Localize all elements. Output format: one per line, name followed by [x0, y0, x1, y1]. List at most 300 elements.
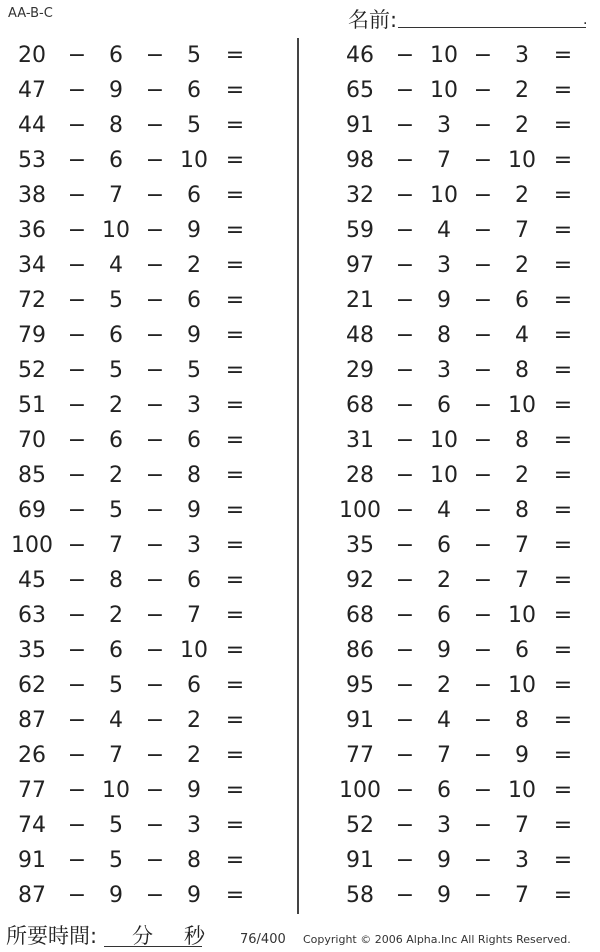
minus-sign: − [67, 848, 87, 873]
first-number: 28 [346, 463, 374, 488]
equals-sign: = [225, 848, 245, 873]
third-number: 6 [515, 638, 529, 663]
third-number: 8 [515, 708, 529, 733]
third-number: 2 [515, 113, 529, 138]
third-number: 3 [187, 813, 201, 838]
worksheet-code: AA-B-C [8, 6, 53, 21]
minus-sign: − [145, 358, 165, 383]
minus-sign: − [67, 883, 87, 908]
minus-sign: − [145, 568, 165, 593]
name-end-dot: . [583, 12, 588, 28]
second-number: 6 [109, 43, 123, 68]
second-number: 6 [437, 393, 451, 418]
third-number: 5 [187, 358, 201, 383]
problem-row [328, 493, 598, 528]
minus-sign: − [395, 743, 415, 768]
problem-row [328, 178, 598, 213]
first-number: 86 [346, 638, 374, 663]
first-number: 63 [18, 603, 46, 628]
third-number: 2 [515, 78, 529, 103]
third-number: 7 [515, 218, 529, 243]
third-number: 10 [508, 148, 536, 173]
equals-sign: = [225, 323, 245, 348]
problem-row [0, 598, 270, 633]
problem-row [0, 38, 270, 73]
copyright-notice: Copyright © 2006 Alpha.Inc All Rights Reserved. [303, 933, 571, 946]
problem-row [328, 458, 598, 493]
seconds-unit: 秒 [184, 924, 205, 948]
minus-sign: − [473, 708, 493, 733]
minus-sign: − [395, 848, 415, 873]
minus-sign: − [145, 288, 165, 313]
problem-row [328, 668, 598, 703]
problem-row [328, 738, 598, 773]
second-number: 2 [109, 603, 123, 628]
problem-row [328, 73, 598, 108]
minus-sign: − [145, 463, 165, 488]
minus-sign: − [395, 778, 415, 803]
equals-sign: = [553, 568, 573, 593]
problem-row [328, 633, 598, 668]
problem-row [0, 213, 270, 248]
first-number: 47 [18, 78, 46, 103]
minus-sign: − [67, 113, 87, 138]
third-number: 2 [515, 253, 529, 278]
minus-sign: − [67, 673, 87, 698]
second-number: 2 [109, 393, 123, 418]
minus-sign: − [395, 393, 415, 418]
first-number: 32 [346, 183, 374, 208]
minus-sign: − [473, 463, 493, 488]
equals-sign: = [225, 498, 245, 523]
equals-sign: = [225, 603, 245, 628]
third-number: 6 [515, 288, 529, 313]
third-number: 5 [187, 43, 201, 68]
first-number: 44 [18, 113, 46, 138]
problem-row [0, 668, 270, 703]
second-number: 10 [102, 778, 130, 803]
equals-sign: = [553, 183, 573, 208]
second-number: 4 [437, 218, 451, 243]
second-number: 9 [437, 288, 451, 313]
first-number: 45 [18, 568, 46, 593]
minus-sign: − [145, 498, 165, 523]
problem-row [0, 633, 270, 668]
first-number: 26 [18, 743, 46, 768]
first-number: 29 [346, 358, 374, 383]
problem-row [0, 283, 270, 318]
minus-sign: − [67, 708, 87, 733]
second-number: 3 [437, 358, 451, 383]
first-number: 53 [18, 148, 46, 173]
third-number: 10 [508, 603, 536, 628]
right-column [328, 38, 598, 913]
problem-row [328, 108, 598, 143]
equals-sign: = [553, 638, 573, 663]
minus-sign: − [67, 778, 87, 803]
third-number: 5 [187, 113, 201, 138]
equals-sign: = [225, 673, 245, 698]
second-number: 8 [437, 323, 451, 348]
second-number: 9 [437, 848, 451, 873]
problem-row [328, 773, 598, 808]
name-blank[interactable] [398, 27, 586, 28]
first-number: 100 [11, 533, 53, 558]
minus-sign: − [395, 673, 415, 698]
name-label: 名前: [348, 8, 398, 32]
column-divider [297, 38, 299, 914]
third-number: 2 [515, 183, 529, 208]
equals-sign: = [225, 778, 245, 803]
problem-row [328, 388, 598, 423]
page-number: 76/400 [240, 932, 286, 947]
equals-sign: = [553, 358, 573, 383]
minus-sign: − [473, 323, 493, 348]
problem-row [328, 528, 598, 563]
second-number: 4 [109, 708, 123, 733]
minus-sign: − [395, 883, 415, 908]
minus-sign: − [145, 78, 165, 103]
minus-sign: − [473, 848, 493, 873]
equals-sign: = [225, 883, 245, 908]
minus-sign: − [395, 638, 415, 663]
minus-sign: − [145, 43, 165, 68]
first-number: 31 [346, 428, 374, 453]
equals-sign: = [225, 218, 245, 243]
problem-row [0, 143, 270, 178]
first-number: 46 [346, 43, 374, 68]
third-number: 6 [187, 428, 201, 453]
third-number: 4 [515, 323, 529, 348]
first-number: 21 [346, 288, 374, 313]
third-number: 10 [508, 673, 536, 698]
minus-sign: − [395, 428, 415, 453]
minus-sign: − [473, 43, 493, 68]
minus-sign: − [395, 533, 415, 558]
first-number: 59 [346, 218, 374, 243]
third-number: 9 [187, 498, 201, 523]
second-number: 9 [437, 883, 451, 908]
third-number: 3 [187, 533, 201, 558]
equals-sign: = [225, 78, 245, 103]
second-number: 9 [437, 638, 451, 663]
second-number: 2 [437, 568, 451, 593]
third-number: 9 [187, 778, 201, 803]
equals-sign: = [225, 428, 245, 453]
minus-sign: − [67, 498, 87, 523]
minus-sign: − [395, 813, 415, 838]
second-number: 5 [109, 848, 123, 873]
third-number: 2 [187, 253, 201, 278]
minus-sign: − [473, 393, 493, 418]
third-number: 6 [187, 183, 201, 208]
problem-row [328, 143, 598, 178]
equals-sign: = [553, 463, 573, 488]
minus-sign: − [145, 323, 165, 348]
equals-sign: = [553, 533, 573, 558]
equals-sign: = [553, 708, 573, 733]
first-number: 34 [18, 253, 46, 278]
equals-sign: = [553, 43, 573, 68]
second-number: 10 [430, 463, 458, 488]
minus-sign: − [145, 603, 165, 628]
minus-sign: − [473, 428, 493, 453]
minus-sign: − [67, 393, 87, 418]
equals-sign: = [225, 463, 245, 488]
first-number: 68 [346, 393, 374, 418]
minus-sign: − [395, 78, 415, 103]
second-number: 8 [109, 568, 123, 593]
second-number: 3 [437, 813, 451, 838]
minus-sign: − [145, 428, 165, 453]
third-number: 3 [515, 43, 529, 68]
second-number: 3 [437, 253, 451, 278]
minus-sign: − [395, 603, 415, 628]
problem-row [328, 213, 598, 248]
problem-row [0, 388, 270, 423]
first-number: 58 [346, 883, 374, 908]
first-number: 91 [18, 848, 46, 873]
third-number: 3 [515, 848, 529, 873]
minus-sign: − [473, 78, 493, 103]
minus-sign: − [473, 813, 493, 838]
minus-sign: − [67, 813, 87, 838]
problem-row [0, 458, 270, 493]
minus-sign: − [67, 463, 87, 488]
third-number: 9 [515, 743, 529, 768]
minutes-unit: 分 [132, 924, 153, 948]
second-number: 6 [109, 323, 123, 348]
first-number: 87 [18, 883, 46, 908]
second-number: 5 [109, 358, 123, 383]
first-number: 97 [346, 253, 374, 278]
third-number: 10 [180, 148, 208, 173]
second-number: 10 [102, 218, 130, 243]
minus-sign: − [145, 673, 165, 698]
problem-row [328, 703, 598, 738]
minus-sign: − [67, 638, 87, 663]
third-number: 8 [187, 848, 201, 873]
third-number: 8 [515, 358, 529, 383]
problem-row [328, 878, 598, 913]
minus-sign: − [145, 183, 165, 208]
second-number: 5 [109, 813, 123, 838]
third-number: 10 [508, 778, 536, 803]
minus-sign: − [473, 183, 493, 208]
equals-sign: = [553, 113, 573, 138]
minus-sign: − [145, 883, 165, 908]
equals-sign: = [225, 813, 245, 838]
second-number: 6 [109, 148, 123, 173]
problem-row [0, 843, 270, 878]
minus-sign: − [67, 603, 87, 628]
second-number: 2 [437, 673, 451, 698]
minus-sign: − [145, 113, 165, 138]
third-number: 7 [515, 533, 529, 558]
problem-row [328, 38, 598, 73]
first-number: 48 [346, 323, 374, 348]
first-number: 77 [18, 778, 46, 803]
equals-sign: = [225, 708, 245, 733]
equals-sign: = [225, 113, 245, 138]
minus-sign: − [145, 708, 165, 733]
first-number: 52 [346, 813, 374, 838]
equals-sign: = [553, 288, 573, 313]
equals-sign: = [553, 848, 573, 873]
equals-sign: = [553, 393, 573, 418]
problem-row [328, 318, 598, 353]
second-number: 10 [430, 183, 458, 208]
first-number: 36 [18, 218, 46, 243]
minus-sign: − [67, 43, 87, 68]
minus-sign: − [145, 743, 165, 768]
second-number: 9 [109, 78, 123, 103]
equals-sign: = [553, 148, 573, 173]
third-number: 3 [187, 393, 201, 418]
minus-sign: − [473, 603, 493, 628]
second-number: 6 [437, 603, 451, 628]
problem-row [0, 108, 270, 143]
equals-sign: = [225, 148, 245, 173]
equals-sign: = [553, 813, 573, 838]
problem-row [0, 423, 270, 458]
problem-row [0, 318, 270, 353]
second-number: 5 [109, 288, 123, 313]
minus-sign: − [67, 183, 87, 208]
minus-sign: − [395, 358, 415, 383]
minus-sign: − [395, 323, 415, 348]
minus-sign: − [67, 533, 87, 558]
equals-sign: = [225, 288, 245, 313]
second-number: 4 [109, 253, 123, 278]
second-number: 5 [109, 498, 123, 523]
first-number: 91 [346, 848, 374, 873]
problem-row [0, 808, 270, 843]
first-number: 100 [339, 778, 381, 803]
third-number: 9 [187, 883, 201, 908]
minus-sign: − [145, 533, 165, 558]
minus-sign: − [473, 288, 493, 313]
problem-row [328, 598, 598, 633]
minus-sign: − [473, 253, 493, 278]
third-number: 2 [187, 708, 201, 733]
minus-sign: − [145, 253, 165, 278]
third-number: 9 [187, 218, 201, 243]
third-number: 8 [187, 463, 201, 488]
first-number: 87 [18, 708, 46, 733]
second-number: 7 [437, 148, 451, 173]
minus-sign: − [67, 288, 87, 313]
equals-sign: = [553, 498, 573, 523]
second-number: 6 [437, 778, 451, 803]
second-number: 8 [109, 113, 123, 138]
minus-sign: − [145, 778, 165, 803]
problem-row [0, 738, 270, 773]
first-number: 92 [346, 568, 374, 593]
third-number: 10 [508, 393, 536, 418]
second-number: 6 [437, 533, 451, 558]
minus-sign: − [395, 568, 415, 593]
third-number: 9 [187, 323, 201, 348]
problem-row [328, 808, 598, 843]
first-number: 35 [18, 638, 46, 663]
third-number: 6 [187, 78, 201, 103]
third-number: 2 [515, 463, 529, 488]
problem-row [328, 248, 598, 283]
first-number: 72 [18, 288, 46, 313]
equals-sign: = [553, 78, 573, 103]
minus-sign: − [395, 463, 415, 488]
left-column [0, 38, 270, 913]
second-number: 7 [437, 743, 451, 768]
first-number: 98 [346, 148, 374, 173]
minus-sign: − [395, 183, 415, 208]
minus-sign: − [67, 323, 87, 348]
third-number: 8 [515, 428, 529, 453]
third-number: 8 [515, 498, 529, 523]
first-number: 52 [18, 358, 46, 383]
minus-sign: − [395, 498, 415, 523]
third-number: 6 [187, 673, 201, 698]
problem-row [0, 353, 270, 388]
problem-row [328, 563, 598, 598]
first-number: 91 [346, 708, 374, 733]
minus-sign: − [145, 393, 165, 418]
third-number: 6 [187, 568, 201, 593]
equals-sign: = [553, 743, 573, 768]
first-number: 95 [346, 673, 374, 698]
minus-sign: − [473, 148, 493, 173]
second-number: 7 [109, 183, 123, 208]
first-number: 38 [18, 183, 46, 208]
first-number: 51 [18, 393, 46, 418]
problem-row [0, 878, 270, 913]
minus-sign: − [67, 358, 87, 383]
minus-sign: − [395, 148, 415, 173]
first-number: 62 [18, 673, 46, 698]
problem-row [0, 493, 270, 528]
problem-row [0, 703, 270, 738]
equals-sign: = [553, 323, 573, 348]
third-number: 7 [187, 603, 201, 628]
second-number: 3 [437, 113, 451, 138]
second-number: 6 [109, 638, 123, 663]
time-required-label: 所要時間: [6, 924, 98, 948]
second-number: 6 [109, 428, 123, 453]
first-number: 85 [18, 463, 46, 488]
first-number: 69 [18, 498, 46, 523]
equals-sign: = [225, 393, 245, 418]
minus-sign: − [67, 148, 87, 173]
equals-sign: = [553, 218, 573, 243]
equals-sign: = [553, 603, 573, 628]
third-number: 10 [180, 638, 208, 663]
problem-row [328, 353, 598, 388]
minus-sign: − [473, 673, 493, 698]
second-number: 2 [109, 463, 123, 488]
problem-row [0, 178, 270, 213]
equals-sign: = [553, 883, 573, 908]
minus-sign: − [473, 218, 493, 243]
minus-sign: − [473, 358, 493, 383]
minus-sign: − [473, 113, 493, 138]
problem-row [328, 283, 598, 318]
minus-sign: − [395, 708, 415, 733]
minus-sign: − [145, 218, 165, 243]
first-number: 70 [18, 428, 46, 453]
minus-sign: − [67, 568, 87, 593]
equals-sign: = [225, 358, 245, 383]
